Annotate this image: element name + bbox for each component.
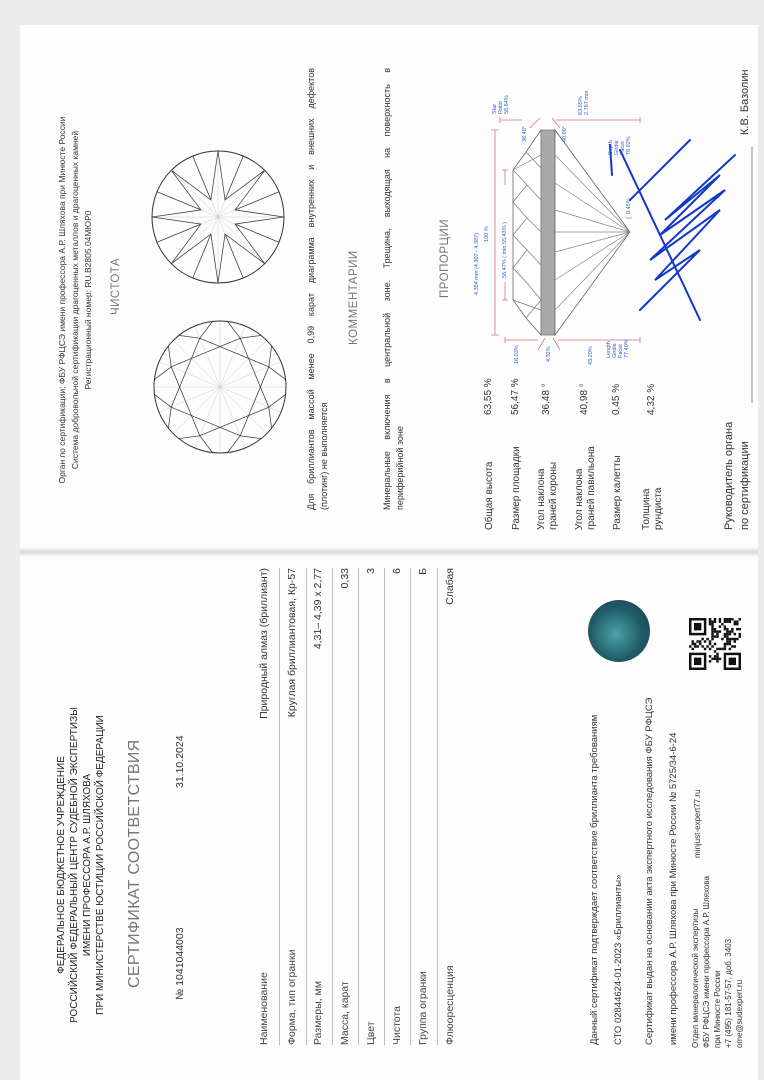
culet-label: 0.45% xyxy=(626,198,632,214)
table-label: 56.47% ( min 55.43% ) xyxy=(502,222,508,278)
label-line: Girdle xyxy=(614,140,620,155)
proportion-value: 0,45 % xyxy=(611,383,622,415)
profile-diagram xyxy=(513,130,630,335)
star-ratio-line xyxy=(500,117,522,123)
proportion-label: Толщина рундиста xyxy=(641,487,664,530)
statement-line: СТО 02844624-01-2023 «Бриллианты» xyxy=(613,874,624,1045)
row-value: 6 xyxy=(391,568,403,574)
row-value: Круглая бриллиантовая, Кр-57 xyxy=(286,568,298,718)
row-value: Слабая xyxy=(444,568,456,605)
proportion-value: 40,98 ° xyxy=(579,383,590,415)
row-label: Форма, тип огранки xyxy=(286,949,298,1045)
girdle-facets xyxy=(179,436,213,453)
website-link[interactable]: minjust-expert77.ru xyxy=(693,789,702,858)
facet-line xyxy=(171,217,218,264)
row-label: Наименование xyxy=(258,972,270,1045)
proportion-value: 56,47 % xyxy=(510,378,521,415)
contact-email[interactable]: ome@sudexpert.ru xyxy=(735,979,744,1048)
plotting-note-line: Для бриллиантов массой менее 0,99 карат диаграмма внутренних и внешних дефектов xyxy=(306,68,316,510)
row-label: Чистота xyxy=(391,1006,403,1045)
label-line: 58.64% xyxy=(504,95,510,114)
diameter-pct-label: 100 % xyxy=(484,226,490,242)
row-label: Масса, карат xyxy=(339,981,351,1045)
label-line: Ratio xyxy=(498,101,504,114)
girdle-facets xyxy=(269,394,286,428)
comment-line: Минеральные включения в центральной зоне. Трещина, выходящая на поверхность в xyxy=(382,68,392,510)
header-line: ИМЕНИ ПРОФЕССОРА А.Р. ШЛЯХОВА xyxy=(82,773,93,957)
label-line: Girdle xyxy=(612,343,618,358)
girdle-band xyxy=(541,130,555,335)
org-line: Регистрационный номер: RU.B2805.04МЮР0 xyxy=(83,210,93,390)
proportion-value: 63,55 % xyxy=(483,378,494,415)
comment-line: периферийной зоне xyxy=(395,426,405,510)
crown-top-view-diagram xyxy=(152,151,284,283)
crown-outline xyxy=(513,130,541,335)
header-line: ФЕДЕРАЛЬНОЕ БЮДЖЕТНОЕ УЧРЕЖДЕНИЕ xyxy=(56,756,67,974)
row-label: Размеры, мм xyxy=(312,981,324,1045)
header-line: РОССИЙСКИЙ ФЕДЕРАЛЬНЫЙ ЦЕНТР СУДЕБНОЙ ЭКСПЕРТИЗЫ xyxy=(69,707,80,1024)
signatory-title: по сертификации xyxy=(739,441,751,530)
diameter-label: 4.354 mm (4.307 - 4.387) xyxy=(474,232,480,295)
row-label: Цвет xyxy=(365,1021,377,1045)
signatory-title: Руководитель органа xyxy=(723,421,735,530)
row-value: 3 xyxy=(365,568,377,574)
proportion-label: Угол наклона граней павильона xyxy=(574,446,597,530)
certificate-number: № 1041044003 xyxy=(174,927,186,1000)
row-value: 4,31– 4,39 x 2,77 xyxy=(312,568,324,650)
label-line: Length xyxy=(606,341,612,358)
girdle-facets xyxy=(154,394,171,428)
contact-line: при Минюсте России xyxy=(713,970,722,1048)
issued-line: Сертификат выдан на основании акта экспертного исследования ФБУ РФЦСЭ xyxy=(644,697,655,1045)
facet-line xyxy=(173,340,220,387)
facet-line xyxy=(173,387,220,434)
length-girdle-facet-label xyxy=(606,339,630,358)
facet-line xyxy=(218,170,265,217)
proportion-label: Размер калетты xyxy=(612,455,623,530)
signatory-name: К.В. Базолин xyxy=(739,69,751,135)
row-label: Флюоресценция xyxy=(444,965,456,1045)
girdle-facets xyxy=(269,346,286,380)
girdle-label: 4.32% xyxy=(546,346,552,362)
pavilion-outline xyxy=(555,130,630,335)
star-ratio-label xyxy=(492,95,510,114)
plotting-note-line: (плотинг) не выполняется xyxy=(319,402,329,510)
facet-line xyxy=(218,217,265,264)
total-depth-line xyxy=(556,117,640,123)
proportion-value: 4,32 % xyxy=(646,383,657,415)
contact-line: ФБУ РФЦСЭ имени профессора А.Р. Шляхова xyxy=(702,876,711,1048)
total-depth-label xyxy=(578,91,590,115)
proportions-title: ПРОПОРЦИИ xyxy=(439,218,451,298)
issued-line: имени профессора А.Р. Шляхова при Минюсте России № 5725/34-6-24 xyxy=(668,732,679,1045)
facet-line xyxy=(220,387,267,434)
label-line: 77.40% xyxy=(624,339,630,358)
row-label: Группа огранки xyxy=(417,971,429,1045)
proportion-label: Размер площадки xyxy=(511,446,522,530)
facet-line xyxy=(171,170,218,217)
proportion-label: Угол наклона граней короны xyxy=(536,461,559,530)
org-line: Орган по сертификации: ФБУ РФЦСЭ имени профессора А.Р. Шляхова при Минюсте России xyxy=(57,116,67,484)
statement-line: Данный сертификат подтверждает соответствие бриллианта требованиям xyxy=(589,714,600,1045)
crown-angle-label: 36.48° xyxy=(522,126,528,142)
contact-line: Отдел минералогической экспертизы xyxy=(691,908,700,1048)
angle-marker xyxy=(530,118,560,128)
depth-girdle-facet-label xyxy=(608,136,632,155)
girdle-facets xyxy=(179,321,213,338)
proportion-value: 36,48 ° xyxy=(541,383,552,415)
crown-height-line xyxy=(505,337,538,343)
girdle-facets xyxy=(154,346,171,380)
label-line: Facet xyxy=(618,344,624,358)
certificate-date: 31.10.2024 xyxy=(174,735,186,788)
pavilion-bottom-view-diagram xyxy=(154,321,286,453)
row-value: Природный алмаз (бриллиант) xyxy=(258,568,270,719)
contact-phone: +7 (495) 181-57-57, доб. 3403 xyxy=(724,938,733,1048)
certificate-title: СЕРТИФИКАТ СООТВЕТСТВИЯ xyxy=(126,739,143,988)
label-line: Star xyxy=(492,103,498,114)
label-line: Facet xyxy=(620,141,626,155)
crown-height-label: 16.03% xyxy=(514,345,520,364)
label-line: 78.92% xyxy=(626,136,632,155)
org-line: Система добровольной сертификации драгоценных металлов и драгоценных камней xyxy=(70,130,80,470)
label-line: 2.767 mm xyxy=(584,90,590,115)
header-line: ПРИ МИНИСТЕРСТВЕ ЮСТИЦИИ РОССИЙСКОЙ ФЕДЕРАЦИИ xyxy=(95,715,106,1015)
label-line: 63.55% xyxy=(578,96,584,115)
clarity-title: ЧИСТОТА xyxy=(110,257,122,315)
girdle-facets xyxy=(227,436,261,453)
label-line: Depth xyxy=(608,140,614,155)
row-value: Б xyxy=(417,568,429,575)
comments-title: КОММЕНТАРИИ xyxy=(348,250,360,345)
proportion-label: Общая высота xyxy=(484,461,495,530)
row-value: 0,33 xyxy=(339,568,351,589)
facet-line xyxy=(220,340,267,387)
girdle-facets xyxy=(227,321,261,338)
pavilion-depth-label: 43.20% xyxy=(588,346,594,365)
diameter-line xyxy=(491,130,499,335)
pavilion-angle-label: 40.98° xyxy=(562,126,568,142)
